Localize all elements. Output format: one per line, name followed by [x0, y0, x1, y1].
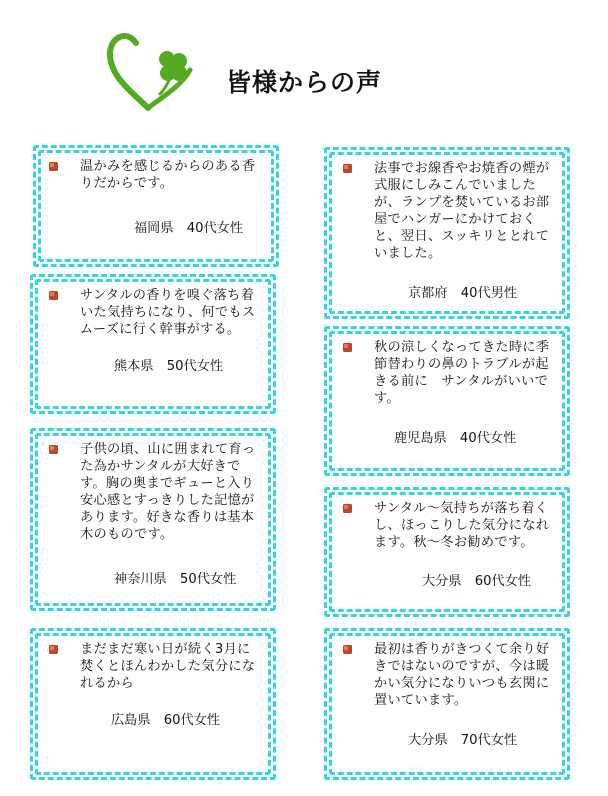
testimonial-text: 法事でお線香やお焼香の煙が式服にしみこんでいましたが、ランプを焚いているお部屋でハンガーにかけておくと、翌日、スッキリととれていました。 — [374, 161, 550, 261]
clover-heart-icon — [104, 30, 200, 112]
testimonial-author: 熊本県 50代女性 — [114, 359, 224, 374]
testimonial-author: 大分県 60代女性 — [422, 574, 532, 589]
testimonial-text: サンタルの香りを嗅ぐ落ち着いた気持ちになり、何でもスムーズに行く幹事がする。 — [80, 288, 256, 337]
testimonial-text: 温かみを感じるからのある香りだからです。 — [80, 159, 256, 191]
testimonial-author: 大分県 70代女性 — [408, 733, 518, 748]
testimonial-card — [33, 145, 279, 267]
testimonial-card — [30, 274, 276, 414]
page-title: 皆様からの声 — [226, 68, 383, 97]
bullet-icon — [49, 291, 58, 300]
bullet-icon — [343, 645, 352, 654]
testimonial-author: 福岡県 40代女性 — [134, 221, 244, 236]
testimonial-author: 京都府 40代男性 — [408, 286, 518, 301]
bullet-icon — [49, 645, 58, 654]
testimonial-card — [324, 326, 570, 476]
testimonial-card — [324, 147, 570, 319]
testimonial-text: サンタル～気持ちが落ち着くし、ほっこりした気分になれます。秋～冬お勧めです。 — [374, 501, 550, 550]
testimonial-author: 広島県 60代女性 — [111, 713, 221, 728]
bullet-icon — [343, 343, 352, 352]
testimonial-text: まだまだ寒い日が続く3月に焚くとほんわかした気分になれるから — [80, 642, 256, 691]
bullet-icon — [343, 164, 352, 173]
testimonial-text: 秋の涼しくなってきた時に季節替わりの鼻のトラブルが起きる前に サンタルがいいです。 — [374, 340, 550, 406]
bullet-icon — [49, 162, 58, 171]
testimonial-card — [30, 428, 276, 611]
bullet-icon — [343, 504, 352, 513]
testimonial-text: 子供の頃、山に囲まれて育った為かサンタルが大好きです。胸の奥までギューと入り安心感とすっきりした記憶があります。好きな香りは基本木のものです。 — [80, 442, 256, 542]
testimonial-author: 神奈川県 50代女性 — [114, 572, 237, 587]
testimonial-card — [324, 628, 570, 780]
bullet-icon — [49, 445, 58, 454]
testimonial-text: 最初は香りがきつくて余り好きではないのですが、今は暖かい気分になりいつも玄関に置いています。 — [374, 642, 550, 708]
testimonial-author: 鹿児島県 40代女性 — [394, 431, 517, 446]
testimonial-card — [30, 628, 276, 780]
testimonial-card — [324, 487, 570, 617]
